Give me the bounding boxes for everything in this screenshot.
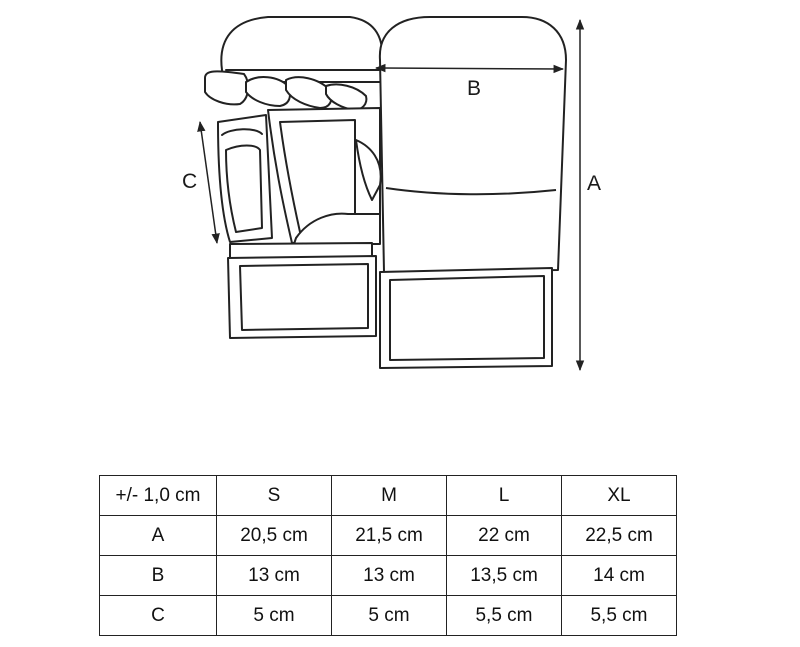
dimension-c-arrow	[200, 122, 217, 243]
table-row	[100, 556, 677, 596]
header-size-s: S	[217, 476, 332, 516]
header-tolerance: +/- 1,0 cm	[100, 476, 217, 516]
dimension-c-label: C	[182, 170, 198, 193]
glove-back-view	[380, 17, 566, 368]
dimension-a-label: A	[587, 172, 602, 195]
table-row	[100, 516, 677, 556]
header-size-m: M	[332, 476, 447, 516]
table-cell: 22 cm	[447, 516, 562, 556]
table-cell: 22,5 cm	[562, 516, 677, 556]
table-cell: 20,5 cm	[217, 516, 332, 556]
table-cell: 5 cm	[217, 596, 332, 636]
row-label: A	[100, 516, 217, 556]
table-cell: 21,5 cm	[332, 516, 447, 556]
table-header-row	[100, 476, 677, 516]
row-label: C	[100, 596, 217, 636]
header-size-l: L	[447, 476, 562, 516]
table-cell: 13 cm	[217, 556, 332, 596]
table-cell: 5,5 cm	[562, 596, 677, 636]
dimension-b-label: B	[467, 77, 482, 100]
table-cell: 13,5 cm	[447, 556, 562, 596]
size-table	[99, 475, 677, 636]
glove-side-view	[205, 17, 382, 338]
dimension-b-arrow	[376, 68, 563, 69]
table-cell: 13 cm	[332, 556, 447, 596]
table-cell: 14 cm	[562, 556, 677, 596]
table-cell: 5,5 cm	[447, 596, 562, 636]
header-size-xl: XL	[562, 476, 677, 516]
table-row	[100, 596, 677, 636]
row-label: B	[100, 556, 217, 596]
table-cell: 5 cm	[332, 596, 447, 636]
